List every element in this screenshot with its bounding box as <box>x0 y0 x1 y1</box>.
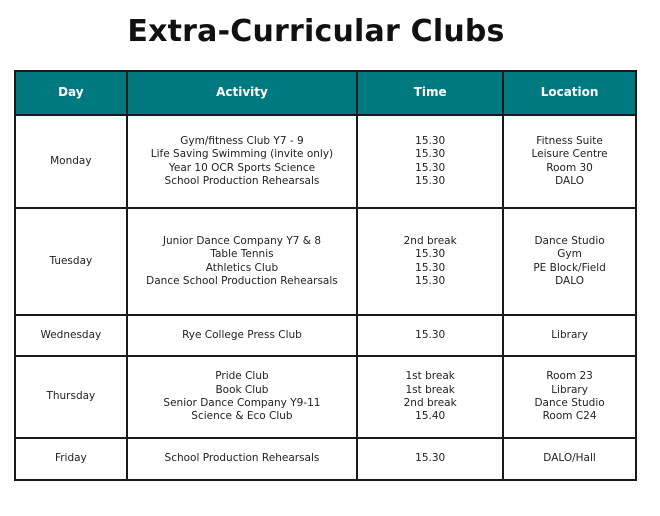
page-title: Extra-Curricular Clubs <box>127 14 505 49</box>
location-item: Gym <box>557 248 582 261</box>
header-day: Day <box>15 71 127 115</box>
time-item: 15.30 <box>415 248 446 261</box>
activity-item: School Production Rehearsals <box>164 174 320 187</box>
clubs-table <box>14 70 637 481</box>
location-item: PE Block/Field <box>533 261 606 274</box>
activity-item: Gym/fitness Club Y7 - 9 <box>180 134 304 147</box>
time-item: 15.30 <box>415 452 446 465</box>
header-time: Time <box>357 71 503 115</box>
header-location: Location <box>503 71 636 115</box>
activity-item: Year 10 OCR Sports Science <box>168 161 316 174</box>
day-cell: Wednesday <box>15 315 127 356</box>
activity-item: Athletics Club <box>205 261 279 274</box>
table-row <box>15 115 636 208</box>
time-item: 15.30 <box>415 148 446 161</box>
time-item: 15.40 <box>415 410 446 423</box>
location-item: Leisure Centre <box>531 148 608 161</box>
time-item: 2nd break <box>403 397 457 409</box>
activity-cell <box>127 356 357 438</box>
time-item: 15.30 <box>415 328 446 341</box>
location-item: Room 23 <box>546 370 593 383</box>
time-item: 15.30 <box>415 134 446 147</box>
activity-item: Dance School Production Rehearsals <box>146 274 338 287</box>
table-row <box>15 438 636 480</box>
activity-cell <box>127 315 357 356</box>
location-item: Fitness Suite <box>536 134 603 147</box>
time-cell <box>357 356 503 438</box>
activity-item: Life Saving Swimming (invite only) <box>150 148 334 161</box>
location-item: Dance Studio <box>534 397 605 409</box>
activity-item: Science & Eco Club <box>191 410 293 423</box>
time-item: 15.30 <box>415 274 446 287</box>
location-cell <box>503 208 636 315</box>
activity-item: School Production Rehearsals <box>164 452 320 465</box>
location-cell <box>503 356 636 438</box>
location-item: DALO <box>555 174 584 187</box>
activity-cell <box>127 208 357 315</box>
activity-item: Table Tennis <box>210 248 274 261</box>
location-cell <box>503 438 636 480</box>
time-item: 1st break <box>405 370 455 383</box>
table-row <box>15 315 636 356</box>
activity-item: Book Club <box>215 383 269 396</box>
day-cell: Friday <box>15 438 127 480</box>
time-cell <box>357 208 503 315</box>
location-item: DALO/Hall <box>543 452 596 465</box>
time-item: 2nd break <box>403 234 457 247</box>
location-item: DALO <box>555 274 584 287</box>
time-item: 1st break <box>405 383 455 396</box>
time-item: 15.30 <box>415 174 446 187</box>
activity-cell <box>127 115 357 208</box>
header-activity: Activity <box>127 71 357 115</box>
location-item: Library <box>551 383 588 396</box>
table-row <box>15 356 636 438</box>
time-cell <box>357 115 503 208</box>
location-item: Room 30 <box>546 161 593 174</box>
day-cell: Tuesday <box>15 208 127 315</box>
table-row <box>15 208 636 315</box>
location-item: Room C24 <box>542 410 597 423</box>
activity-item: Rye College Press Club <box>182 328 302 341</box>
location-cell <box>503 115 636 208</box>
location-item: Library <box>551 328 588 341</box>
day-cell: Monday <box>15 115 127 208</box>
activity-cell <box>127 438 357 480</box>
time-item: 15.30 <box>415 161 446 174</box>
activity-item: Pride Club <box>215 370 269 383</box>
location-cell <box>503 315 636 356</box>
time-item: 15.30 <box>415 261 446 274</box>
activity-item: Senior Dance Company Y9-11 <box>163 397 321 409</box>
location-item: Dance Studio <box>534 234 605 247</box>
table-header-row <box>15 71 636 115</box>
time-cell <box>357 438 503 480</box>
activity-item: Junior Dance Company Y7 & 8 <box>162 234 321 247</box>
time-cell <box>357 315 503 356</box>
day-cell: Thursday <box>15 356 127 438</box>
